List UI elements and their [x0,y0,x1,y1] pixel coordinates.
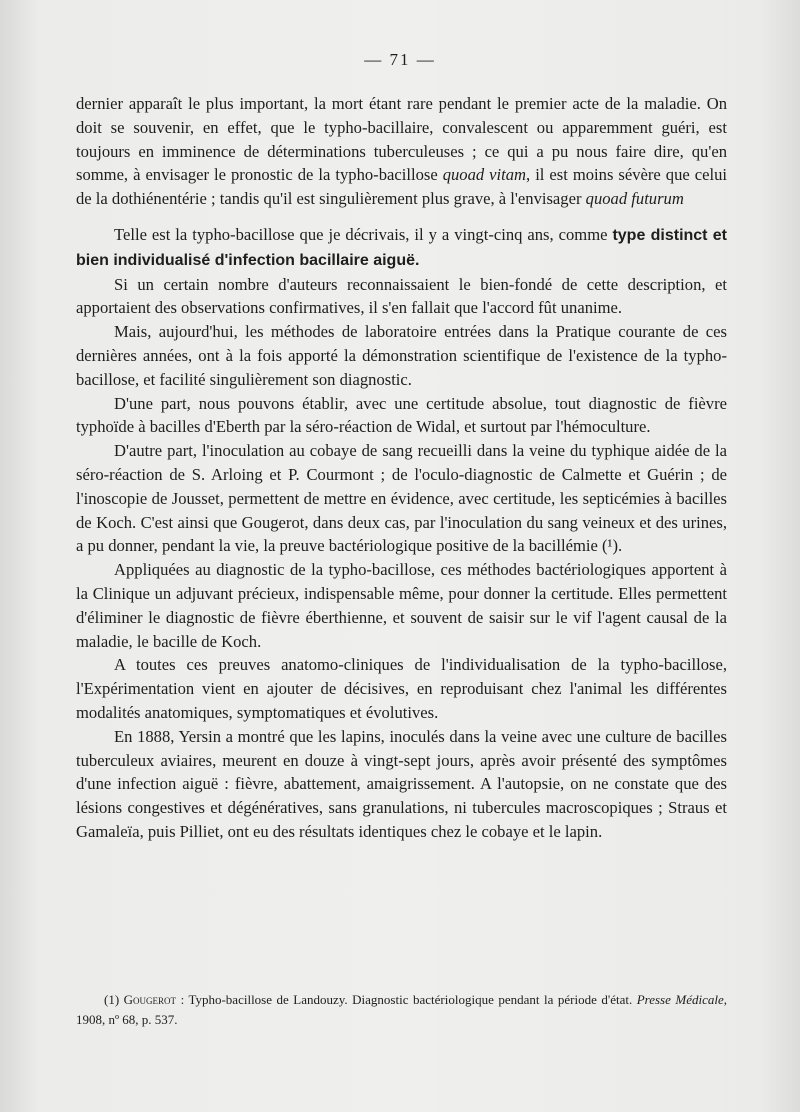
body-text [76,92,727,844]
paragraph-1 [76,92,727,211]
paragraph-2-bold: type distinct et bien individualisé d'infection bacillaire aiguë. [76,226,728,269]
footnote-author: Gougerot [123,992,177,1007]
paragraph-3: Si un certain nombre d'auteurs reconnaissaient le bien-fondé de cette description, et apportaient des observations confirmatives, il s'en fallait que l'accord fût unanime. [76,274,727,318]
footnote-journal: Presse Médicale [636,992,724,1007]
paragraph-6-text: D'autre part, l'inoculation au cobaye de sang recueilli dans la veine du typhique aidée de la séro-réaction de S. Arloing et P. Courmont ; de l'oculo-diagnostic de Calmette et Guérin ; de l'inoscopie de Jousset, permettent de mettre en évidence, avec certitude, les septicémies à bacilles de Koch. C'est ainsi que Gougerot, dans deux cas, par l'inoculation du sang veineux et des urines, a pu donner, pendant la vie, la preuve bactériologique positive de la bacillémie [76,441,727,556]
paragraph-2 [76,223,727,273]
paragraph-9: En 1888, Yersin a montré que les lapins, inoculés dans la veine avec une culture de bacilles tuberculeux aviaires, meurent en douze à vingt-sept jours, après avoir présenté des symptômes d'une infection aiguë : fièvre, abattement, amaigrissement. A l'autopsie, on ne constate que des lésions congestives et dégénératives, sans granulations, ni tubercules macroscopiques ; Straus et Gamaleïa, puis Pilliet, ont eu des résultats identiques chez le cobaye et le lapin. [76,726,727,841]
paragraph-5: D'une part, nous pouvons établir, avec une certitude absolue, tout diagnostic de fièvre typhoïde à bacilles d'Eberth par la séro-réaction de Widal, et surtout par l'hémoculture. [76,393,727,437]
footnote-text-a: : Typho-bacillose de Landouzy. Diagnostic bactériologique pendant la période d'état. [180,992,633,1007]
paragraph-8: A toutes ces preuves anatomo-cliniques de l'individualisation de la typho-bacillose, l'Expérimentation vient en ajouter de décisives, en reproduisant chez l'animal les différentes modalités anatomiques, symptomatiques et évolutives. [76,655,727,722]
page-number: — 71 — [364,50,436,69]
footnote-reference: (¹). [602,536,623,556]
paragraph-4: Mais, aujourd'hui, les méthodes de laboratoire entrées dans la Pratique courante de ces dernières années, ont à la fois apporté la démonstration scientifique de l'existence de la typho-bacillose, et facilité singulièrement son diagnostic. [76,322,727,389]
paragraph-1-text: dernier apparaît le plus important, la mort étant rare pendant le premier acte de la maladie. On doit se souvenir, en effet, que le typho-bacillaire, convalescent ou apparemment guéri, est toujours en imminence de déterminations tuberculeuses ; ce qui a pu nous faire dire, qu'en somme, à envisager le pronostic de la typho-bacillose [76,94,727,185]
footnote-text-b: , 1908, nº 68, p. 537. [76,992,727,1027]
footnote-marker: (1) [104,992,120,1007]
paragraph-1-mid: , il est moins sévère que celui de la dothiénentérie ; tandis qu'il est singulièrement plus grave, à l'envisager [76,165,727,209]
italic-quoad-futurum: quoad futurum [585,189,684,209]
italic-quoad-vitam: quoad vitam [442,165,527,185]
footnote [76,990,727,1030]
paragraph-7: Appliquées au diagnostic de la typho-bacillose, ces méthodes bactériologiques apportent à la Clinique un adjuvant précieux, indispensable même, pour donner la certitude. Elles permettent d'éliminer le diagnostic de fièvre éberthienne, et souvent de saisir sur le vif l'agent causal de la maladie, le bacille de Koch. [76,560,727,651]
paragraph-2-text: Telle est la typho-bacillose que je décrivais, il y a vingt-cinq ans, comme [114,224,608,244]
footnote-1 [76,990,727,1030]
paragraph-6 [76,439,727,558]
